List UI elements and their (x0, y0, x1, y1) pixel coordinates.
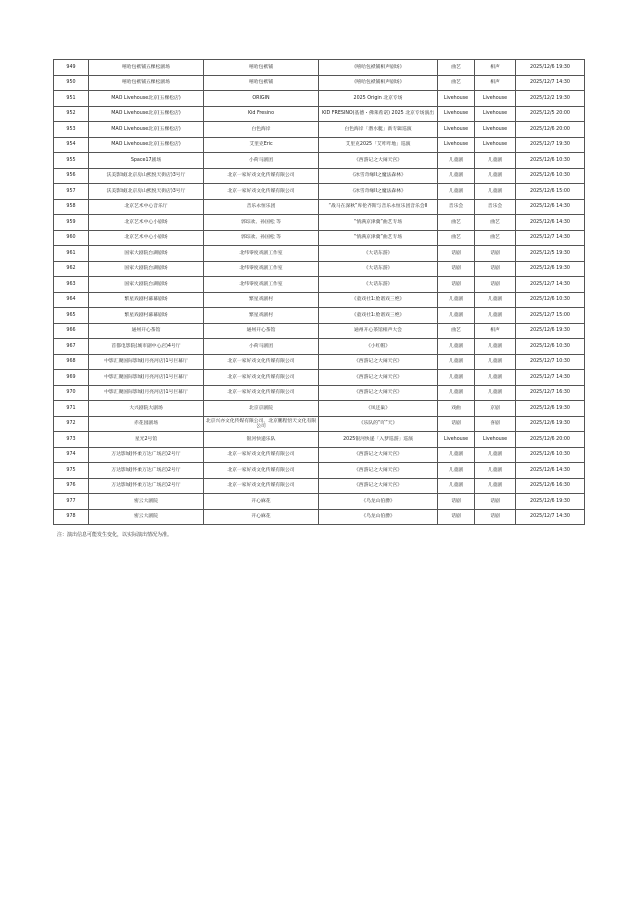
time-cell: 2025/12/6 19:30 (516, 401, 585, 417)
title-cell: 《西游记之大闹天宫》 (319, 385, 438, 401)
organizer-cell: 银河快递乐队 (204, 432, 319, 448)
category-cell: 儿童剧 (438, 292, 475, 308)
time-cell: 2025/12/7 14:30 (516, 75, 585, 91)
row-number: 977 (54, 494, 89, 510)
row-number: 957 (54, 184, 89, 200)
title-cell: 《小红帽》 (319, 339, 438, 355)
title-cell: 《冰雪奇缘II之魔法森林》 (319, 168, 438, 184)
venue-cell: 嘻哈包袱铺五棵松剧场 (89, 75, 204, 91)
category-cell: 儿童剧 (438, 339, 475, 355)
subcategory-cell: 曲艺 (475, 215, 516, 231)
row-number: 972 (54, 416, 89, 432)
table-row (54, 339, 585, 355)
table-row (54, 478, 585, 494)
row-number: 958 (54, 199, 89, 215)
venue-cell: 沃美影城(北京房山熙悦天街店)3号厅 (89, 184, 204, 200)
category-cell: Livehouse (438, 91, 475, 107)
table-row (54, 463, 585, 479)
category-cell: Livehouse (438, 106, 475, 122)
row-number: 969 (54, 370, 89, 386)
time-cell: 2025/12/6 19:30 (516, 416, 585, 432)
category-cell: 话剧 (438, 509, 475, 525)
table-row (54, 401, 585, 417)
title-cell: KID FRESINO(基德・佛莱希诺) 2025 北京专场演出 (319, 106, 438, 122)
venue-cell: 北京艺术中心小剧场 (89, 230, 204, 246)
title-cell: 2025 Origin 北京专场 (319, 91, 438, 107)
category-cell: 儿童剧 (438, 463, 475, 479)
category-cell: 儿童剧 (438, 153, 475, 169)
time-cell: 2025/12/7 14:30 (516, 509, 585, 525)
venue-cell: 密云大剧院 (89, 494, 204, 510)
organizer-cell: 北京一家好戏文化传媒有限公司 (204, 463, 319, 479)
row-number: 954 (54, 137, 89, 153)
row-number: 976 (54, 478, 89, 494)
time-cell: 2025/12/6 19:30 (516, 60, 585, 76)
category-cell: 话剧 (438, 277, 475, 293)
time-cell: 2025/12/6 19:30 (516, 494, 585, 510)
organizer-cell: 开心麻花 (204, 494, 319, 510)
title-cell: “战马在深秋”库伦齐斯与音乐永恒乐团音乐会II (319, 199, 438, 215)
subcategory-cell: 相声 (475, 75, 516, 91)
organizer-cell: 北京京剧院 (204, 401, 319, 417)
organizer-cell: 北纬零度戏剧工作室 (204, 277, 319, 293)
time-cell: 2025/12/6 20:00 (516, 122, 585, 138)
row-number: 968 (54, 354, 89, 370)
row-number: 952 (54, 106, 89, 122)
title-cell: 《童戏社1:脸谱戏三绝》 (319, 308, 438, 324)
table-row (54, 91, 585, 107)
subcategory-cell: 话剧 (475, 246, 516, 262)
subcategory-cell: 儿童剧 (475, 478, 516, 494)
table-row (54, 122, 585, 138)
title-cell: 《乌龙山伯爵》 (319, 494, 438, 510)
subcategory-cell: 儿童剧 (475, 184, 516, 200)
subcategory-cell: 儿童剧 (475, 385, 516, 401)
subcategory-cell: 儿童剧 (475, 447, 516, 463)
row-number: 960 (54, 230, 89, 246)
category-cell: 话剧 (438, 261, 475, 277)
organizer-cell: 繁星戏剧村 (204, 308, 319, 324)
title-cell: 《乐队的“吖”天》 (319, 416, 438, 432)
venue-cell: MAO Livehouse北京(五棵松店) (89, 106, 204, 122)
time-cell: 2025/12/6 19:30 (516, 323, 585, 339)
subcategory-cell: 喜剧 (475, 416, 516, 432)
time-cell: 2025/12/7 14:30 (516, 370, 585, 386)
venue-cell: 嘻哈包袱铺五棵松剧场 (89, 60, 204, 76)
table-row (54, 277, 585, 293)
row-number: 953 (54, 122, 89, 138)
row-number: 970 (54, 385, 89, 401)
venue-cell: 国家大剧院台湖剧场 (89, 261, 204, 277)
venue-cell: MAO Livehouse北京(五棵松店) (89, 122, 204, 138)
table-row (54, 354, 585, 370)
organizer-cell: 北京一家好戏文化传媒有限公司 (204, 184, 319, 200)
venue-cell: 万达影城(怀柔万达广场店)2号厅 (89, 447, 204, 463)
organizer-cell: ORIGIN (204, 91, 319, 107)
row-number: 961 (54, 246, 89, 262)
time-cell: 2025/12/7 16:30 (516, 385, 585, 401)
category-cell: 儿童剧 (438, 478, 475, 494)
organizer-cell: 嘻哈包袱铺 (204, 60, 319, 76)
title-cell: 通州开心茶馆相声大会 (319, 323, 438, 339)
subcategory-cell: Livehouse (475, 91, 516, 107)
title-cell: 《西游记之大闹天宫》 (319, 447, 438, 463)
organizer-cell: 北纬零度戏剧工作室 (204, 246, 319, 262)
row-number: 974 (54, 447, 89, 463)
organizer-cell: 白色海岸 (204, 122, 319, 138)
title-cell: 《西游记之大闹天宫》 (319, 153, 438, 169)
subcategory-cell: 京剧 (475, 401, 516, 417)
table-row (54, 137, 585, 153)
venue-cell: 沃美影城(北京房山熙悦天街店)3号厅 (89, 168, 204, 184)
row-number: 966 (54, 323, 89, 339)
time-cell: 2025/12/5 19:30 (516, 246, 585, 262)
table-row (54, 199, 585, 215)
organizer-cell: 北京一家好戏文化传媒有限公司 (204, 354, 319, 370)
venue-cell: 北京艺术中心小剧场 (89, 215, 204, 231)
table-row (54, 292, 585, 308)
title-cell: 《大话东游》 (319, 261, 438, 277)
category-cell: 音乐会 (438, 199, 475, 215)
venue-cell: 北京艺术中心音乐厅 (89, 199, 204, 215)
table-row (54, 494, 585, 510)
venue-cell: 通州开心茶馆 (89, 323, 204, 339)
row-number: 978 (54, 509, 89, 525)
subcategory-cell: Livehouse (475, 137, 516, 153)
title-cell: “情满京津冀”曲艺专场 (319, 230, 438, 246)
subcategory-cell: 话剧 (475, 494, 516, 510)
time-cell: 2025/12/6 15:00 (516, 184, 585, 200)
organizer-cell: 北京一家好戏文化传媒有限公司 (204, 370, 319, 386)
organizer-cell: Kid Fresino (204, 106, 319, 122)
table-row (54, 370, 585, 386)
table-row (54, 215, 585, 231)
category-cell: 儿童剧 (438, 168, 475, 184)
subcategory-cell: 话剧 (475, 261, 516, 277)
row-number: 975 (54, 463, 89, 479)
category-cell: 话剧 (438, 246, 475, 262)
row-number: 950 (54, 75, 89, 91)
category-cell: Livehouse (438, 122, 475, 138)
time-cell: 2025/12/6 10:30 (516, 153, 585, 169)
category-cell: Livehouse (438, 137, 475, 153)
category-cell: 话剧 (438, 494, 475, 510)
subcategory-cell: 儿童剧 (475, 354, 516, 370)
title-cell: 《乌龙山伯爵》 (319, 509, 438, 525)
category-cell: 儿童剧 (438, 354, 475, 370)
time-cell: 2025/12/7 10:30 (516, 354, 585, 370)
organizer-cell: 北京一家好戏文化传媒有限公司 (204, 385, 319, 401)
subcategory-cell: 相声 (475, 60, 516, 76)
category-cell: 儿童剧 (438, 385, 475, 401)
category-cell: 儿童剧 (438, 370, 475, 386)
title-cell: 《冰雪奇缘II之魔法森林》 (319, 184, 438, 200)
row-number: 973 (54, 432, 89, 448)
venue-cell: MAO Livehouse北京(五棵松店) (89, 137, 204, 153)
category-cell: 曲艺 (438, 60, 475, 76)
organizer-cell: 北京一家好戏文化传媒有限公司 (204, 447, 319, 463)
venue-cell: 首都电影院(城市副中心店)4号厅 (89, 339, 204, 355)
row-number: 951 (54, 91, 89, 107)
table-row (54, 308, 585, 324)
time-cell: 2025/12/6 19:30 (516, 261, 585, 277)
table-row (54, 261, 585, 277)
venue-cell: 国家大剧院台湖剧场 (89, 246, 204, 262)
organizer-cell: 北京一家好戏文化传媒有限公司 (204, 478, 319, 494)
venue-cell: Space17剧场 (89, 153, 204, 169)
category-cell: 儿童剧 (438, 447, 475, 463)
row-number: 971 (54, 401, 89, 417)
organizer-cell: 郭琮欢、孙国松 等 (204, 230, 319, 246)
subcategory-cell: 儿童剧 (475, 153, 516, 169)
organizer-cell: 开心麻花 (204, 509, 319, 525)
title-cell: 《大话东游》 (319, 277, 438, 293)
row-number: 949 (54, 60, 89, 76)
row-number: 962 (54, 261, 89, 277)
table-row (54, 416, 585, 432)
subcategory-cell: 儿童剧 (475, 292, 516, 308)
table-row (54, 230, 585, 246)
organizer-cell: 通州开心茶馆 (204, 323, 319, 339)
category-cell: 曲艺 (438, 75, 475, 91)
venue-cell: 繁星戏剧村幕幕剧场 (89, 292, 204, 308)
organizer-cell: 音乐永恒乐团 (204, 199, 319, 215)
venue-cell: 星光2号馆 (89, 432, 204, 448)
row-number: 955 (54, 153, 89, 169)
subcategory-cell: 儿童剧 (475, 168, 516, 184)
table-row (54, 323, 585, 339)
venue-cell: MAO Livehouse北京(五棵松店) (89, 91, 204, 107)
title-cell: 《凤还巢》 (319, 401, 438, 417)
table-row (54, 168, 585, 184)
time-cell: 2025/12/6 10:30 (516, 168, 585, 184)
venue-cell: 中影汇聚国际影城(月亮河店)1号巨幕厅 (89, 354, 204, 370)
time-cell: 2025/12/7 15:00 (516, 308, 585, 324)
time-cell: 2025/12/7 14:30 (516, 230, 585, 246)
subcategory-cell: 儿童剧 (475, 339, 516, 355)
organizer-cell: 北京一家好戏文化传媒有限公司 (204, 168, 319, 184)
title-cell: 艾里克2025「艾咋咋地」巡演 (319, 137, 438, 153)
performance-schedule-table (53, 59, 585, 525)
category-cell: 曲艺 (438, 230, 475, 246)
organizer-cell: 小荷马剧团 (204, 339, 319, 355)
table-body (54, 60, 585, 525)
title-cell: 《西游记之大闹天宫》 (319, 478, 438, 494)
subcategory-cell: 儿童剧 (475, 370, 516, 386)
subcategory-cell: 音乐会 (475, 199, 516, 215)
row-number: 959 (54, 215, 89, 231)
table-row (54, 60, 585, 76)
venue-cell: 国家大剧院台湖剧场 (89, 277, 204, 293)
time-cell: 2025/12/6 14:30 (516, 463, 585, 479)
table-row (54, 106, 585, 122)
table-row (54, 184, 585, 200)
category-cell: Livehouse (438, 432, 475, 448)
time-cell: 2025/12/6 14:30 (516, 199, 585, 215)
title-cell: 2025银河快递「入梦巡游」巡演 (319, 432, 438, 448)
time-cell: 2025/12/6 16:30 (516, 478, 585, 494)
venue-cell: 繁星戏剧村幕幕剧场 (89, 308, 204, 324)
subcategory-cell: 话剧 (475, 509, 516, 525)
table-row (54, 75, 585, 91)
time-cell: 2025/12/7 19:30 (516, 137, 585, 153)
time-cell: 2025/12/2 19:30 (516, 91, 585, 107)
title-cell: 白色海岸「潜水艇」新专辑巡演 (319, 122, 438, 138)
title-cell: 《西游记之大闹天宫》 (319, 463, 438, 479)
venue-cell: 万达影城(怀柔万达广场店)2号厅 (89, 463, 204, 479)
row-number: 964 (54, 292, 89, 308)
time-cell: 2025/12/6 10:30 (516, 339, 585, 355)
title-cell: 《大话东游》 (319, 246, 438, 262)
category-cell: 戏曲 (438, 401, 475, 417)
venue-cell: 万达影城(怀柔万达广场店)2号厅 (89, 478, 204, 494)
organizer-cell: 小荷马剧团 (204, 153, 319, 169)
organizer-cell: 嘻哈包袱铺 (204, 75, 319, 91)
row-number: 963 (54, 277, 89, 293)
title-cell: 《嘻哈包袱铺相声剧场》 (319, 75, 438, 91)
table-row (54, 447, 585, 463)
row-number: 967 (54, 339, 89, 355)
organizer-cell: 北京兴亦文化传媒有限公司、北京鹏程悟天文化有限公司 (204, 416, 319, 432)
subcategory-cell: 话剧 (475, 277, 516, 293)
title-cell: 《童戏社1:脸谱戏三绝》 (319, 292, 438, 308)
category-cell: 曲艺 (438, 215, 475, 231)
organizer-cell: 北纬零度戏剧工作室 (204, 261, 319, 277)
venue-cell: 中影汇聚国际影城(月亮河店)1号巨幕厅 (89, 370, 204, 386)
subcategory-cell: Livehouse (475, 432, 516, 448)
title-cell: 《西游记之大闹天宫》 (319, 370, 438, 386)
organizer-cell: 艾里克Eric (204, 137, 319, 153)
category-cell: 儿童剧 (438, 184, 475, 200)
title-cell: “情满京津冀”曲艺专场 (319, 215, 438, 231)
subcategory-cell: 儿童剧 (475, 308, 516, 324)
time-cell: 2025/12/6 10:30 (516, 292, 585, 308)
time-cell: 2025/12/5 20:00 (516, 106, 585, 122)
category-cell: 儿童剧 (438, 308, 475, 324)
table-row (54, 153, 585, 169)
venue-cell: 大兴剧院大剧场 (89, 401, 204, 417)
table-row (54, 385, 585, 401)
venue-cell: 密云大剧院 (89, 509, 204, 525)
footnote: 注：演出信息可能发生变化，以实际演出情况为准。 (57, 532, 173, 538)
row-number: 965 (54, 308, 89, 324)
table-row (54, 509, 585, 525)
title-cell: 《西游记之大闹天宫》 (319, 354, 438, 370)
venue-cell: 中影汇聚国际影城(月亮河店)1号巨幕厅 (89, 385, 204, 401)
row-number: 956 (54, 168, 89, 184)
venue-cell: 赤花园剧场 (89, 416, 204, 432)
subcategory-cell: Livehouse (475, 122, 516, 138)
table-row (54, 246, 585, 262)
subcategory-cell: 相声 (475, 323, 516, 339)
subcategory-cell: Livehouse (475, 106, 516, 122)
subcategory-cell: 儿童剧 (475, 463, 516, 479)
table-row (54, 432, 585, 448)
category-cell: 曲艺 (438, 323, 475, 339)
organizer-cell: 郭琮欢、孙国松 等 (204, 215, 319, 231)
time-cell: 2025/12/6 10:30 (516, 447, 585, 463)
time-cell: 2025/12/7 14:30 (516, 277, 585, 293)
organizer-cell: 繁星戏剧村 (204, 292, 319, 308)
time-cell: 2025/12/6 20:00 (516, 432, 585, 448)
time-cell: 2025/12/6 14:30 (516, 215, 585, 231)
title-cell: 《嘻哈包袱铺相声剧场》 (319, 60, 438, 76)
subcategory-cell: 曲艺 (475, 230, 516, 246)
category-cell: 话剧 (438, 416, 475, 432)
